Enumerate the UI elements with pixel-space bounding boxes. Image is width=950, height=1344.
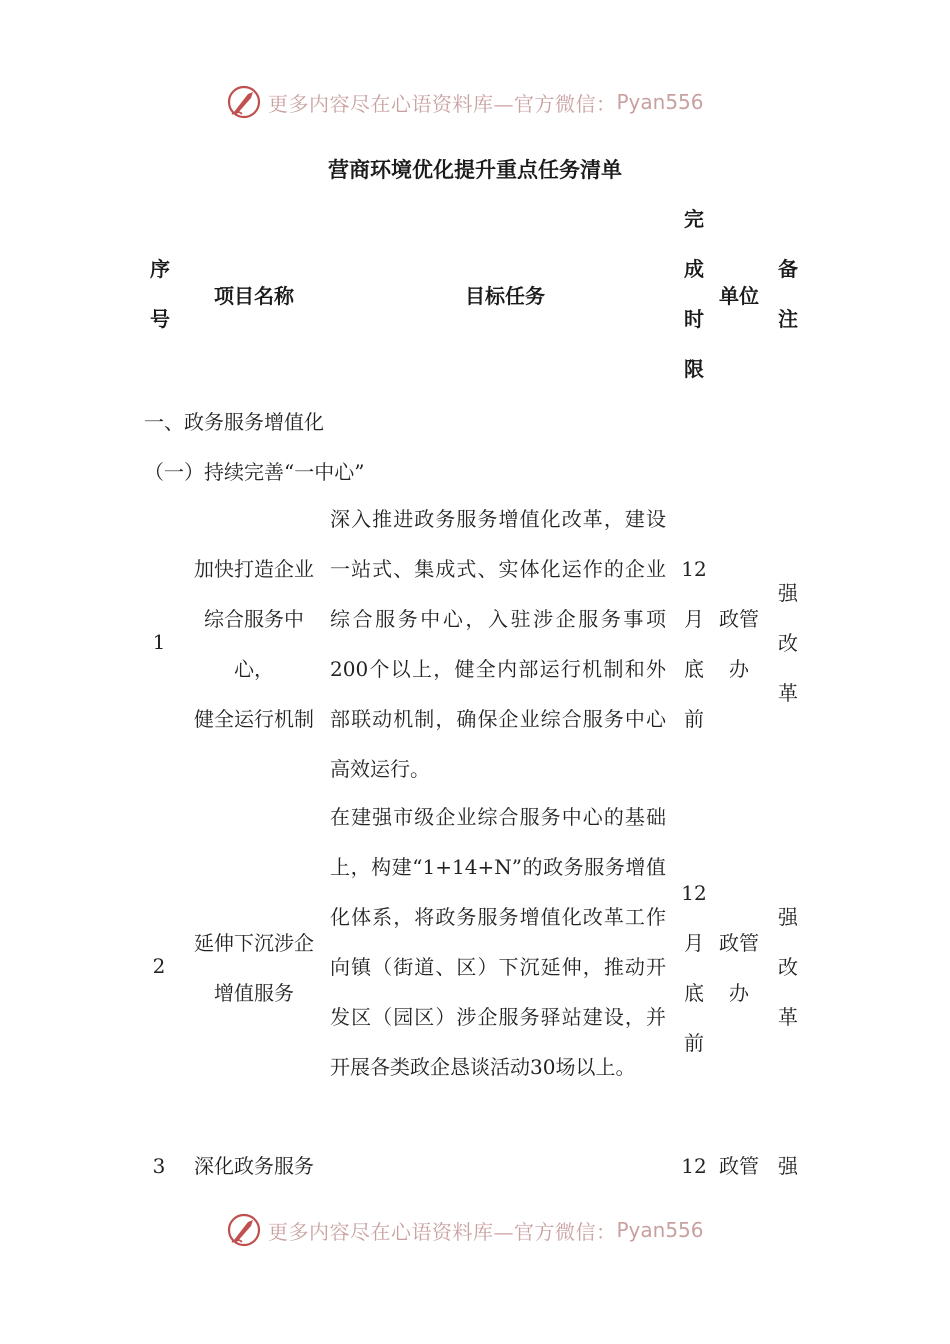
row-3-note-line: 强 xyxy=(778,1154,798,1178)
row-2-time-line: 月 xyxy=(684,931,704,955)
row-2-unit xyxy=(714,918,764,1018)
row-2-note-line: 改 xyxy=(778,955,798,979)
watermark-banner-bottom xyxy=(226,1210,704,1250)
row-1-time-line: 月 xyxy=(684,607,704,631)
row-2-name xyxy=(186,918,322,1018)
row-1-time-line: 12 xyxy=(681,557,707,581)
row-1-unit-line: 政管 xyxy=(719,607,759,631)
row-2-name-line: 增值服务 xyxy=(214,981,294,1005)
row-2-note xyxy=(774,892,802,1042)
row-1-name-line: 心， xyxy=(234,657,274,681)
header-note xyxy=(774,244,802,344)
section-heading-level2: （一）持续完善“一中心” xyxy=(144,460,365,484)
header-time-char: 限 xyxy=(684,357,704,381)
row-2-unit-line: 政管 xyxy=(719,931,759,955)
row-1-time-line: 底 xyxy=(684,657,704,681)
header-note-char: 备 xyxy=(778,257,798,281)
row-1-unit-line: 办 xyxy=(729,657,749,681)
header-time-char: 完 xyxy=(684,207,704,231)
row-1-note xyxy=(774,568,802,718)
row-1-no: 1 xyxy=(152,630,166,654)
row-2-task: 在建强市级企业综合服务中心的基础上，构建“1+14+N”的政务服务增值化体系，将政务服务增值化改革工作向镇（街道、区）下沉延伸，推动开发区（园区）涉企服务驿站建设，并开展各类政企恳谈活动30场以上。 xyxy=(330,805,666,1079)
watermark-text: 更多内容尽在心语资料库—官方微信： xyxy=(268,1219,617,1244)
row-1-note-line: 革 xyxy=(778,681,798,705)
watermark-banner-top xyxy=(226,82,704,122)
row-3-time xyxy=(680,1141,708,1191)
row-2-note-line: 强 xyxy=(778,905,798,929)
quill-logo-icon xyxy=(226,1212,262,1248)
row-1-name-line: 健全运行机制 xyxy=(194,707,314,731)
row-2-time-line: 12 xyxy=(681,881,707,905)
header-note-char: 注 xyxy=(778,307,798,331)
watermark-id: Pyan556 xyxy=(616,90,704,114)
row-3-unit xyxy=(714,1141,764,1191)
row-1-note-line: 改 xyxy=(778,631,798,655)
row-3-name xyxy=(186,1141,322,1191)
row-2-no: 2 xyxy=(152,954,166,978)
header-no xyxy=(146,244,174,344)
row-1-name-line: 加快打造企业 xyxy=(194,557,314,581)
row-1-unit xyxy=(714,594,764,694)
header-no-char: 号 xyxy=(150,307,170,331)
header-unit: 单位 xyxy=(719,284,759,308)
row-2-time xyxy=(680,868,708,1068)
row-3-unit-line: 政管 xyxy=(719,1154,759,1178)
row-2-time-line: 底 xyxy=(684,981,704,1005)
row-3-no: 3 xyxy=(152,1154,166,1178)
row-1-note-line: 强 xyxy=(778,581,798,605)
header-name: 项目名称 xyxy=(214,284,294,308)
header-task: 目标任务 xyxy=(465,284,545,308)
row-3-name-line: 深化政务服务 xyxy=(194,1154,314,1178)
row-1-task: 深入推进政务服务增值化改革，建设一站式、集成式、实体化运作的企业综合服务中心，入驻涉企服务事项200个以上，健全内部运行机制和外部联动机制，确保企业综合服务中心高效运行。 xyxy=(330,507,666,781)
row-2-unit-line: 办 xyxy=(729,981,749,1005)
row-1-name xyxy=(186,544,322,744)
quill-logo-icon xyxy=(226,84,262,120)
row-2-name-line: 延伸下沉涉企 xyxy=(194,931,314,955)
watermark-text: 更多内容尽在心语资料库—官方微信： xyxy=(268,91,617,116)
document-title: 营商环境优化提升重点任务清单 xyxy=(328,158,622,182)
row-3-time-line: 12 xyxy=(681,1154,707,1178)
header-time xyxy=(680,194,708,394)
row-1-time-line: 前 xyxy=(684,707,704,731)
row-1-time xyxy=(680,544,708,744)
header-no-char: 序 xyxy=(150,257,170,281)
section-heading-level1: 一、政务服务增值化 xyxy=(144,410,324,434)
header-time-char: 成 xyxy=(684,257,704,281)
row-1-name-line: 综合服务中 xyxy=(204,607,304,631)
row-3-note xyxy=(774,1141,802,1191)
watermark-id: Pyan556 xyxy=(616,1218,704,1242)
header-time-char: 时 xyxy=(684,307,704,331)
row-2-time-line: 前 xyxy=(684,1031,704,1055)
row-2-note-line: 革 xyxy=(778,1005,798,1029)
